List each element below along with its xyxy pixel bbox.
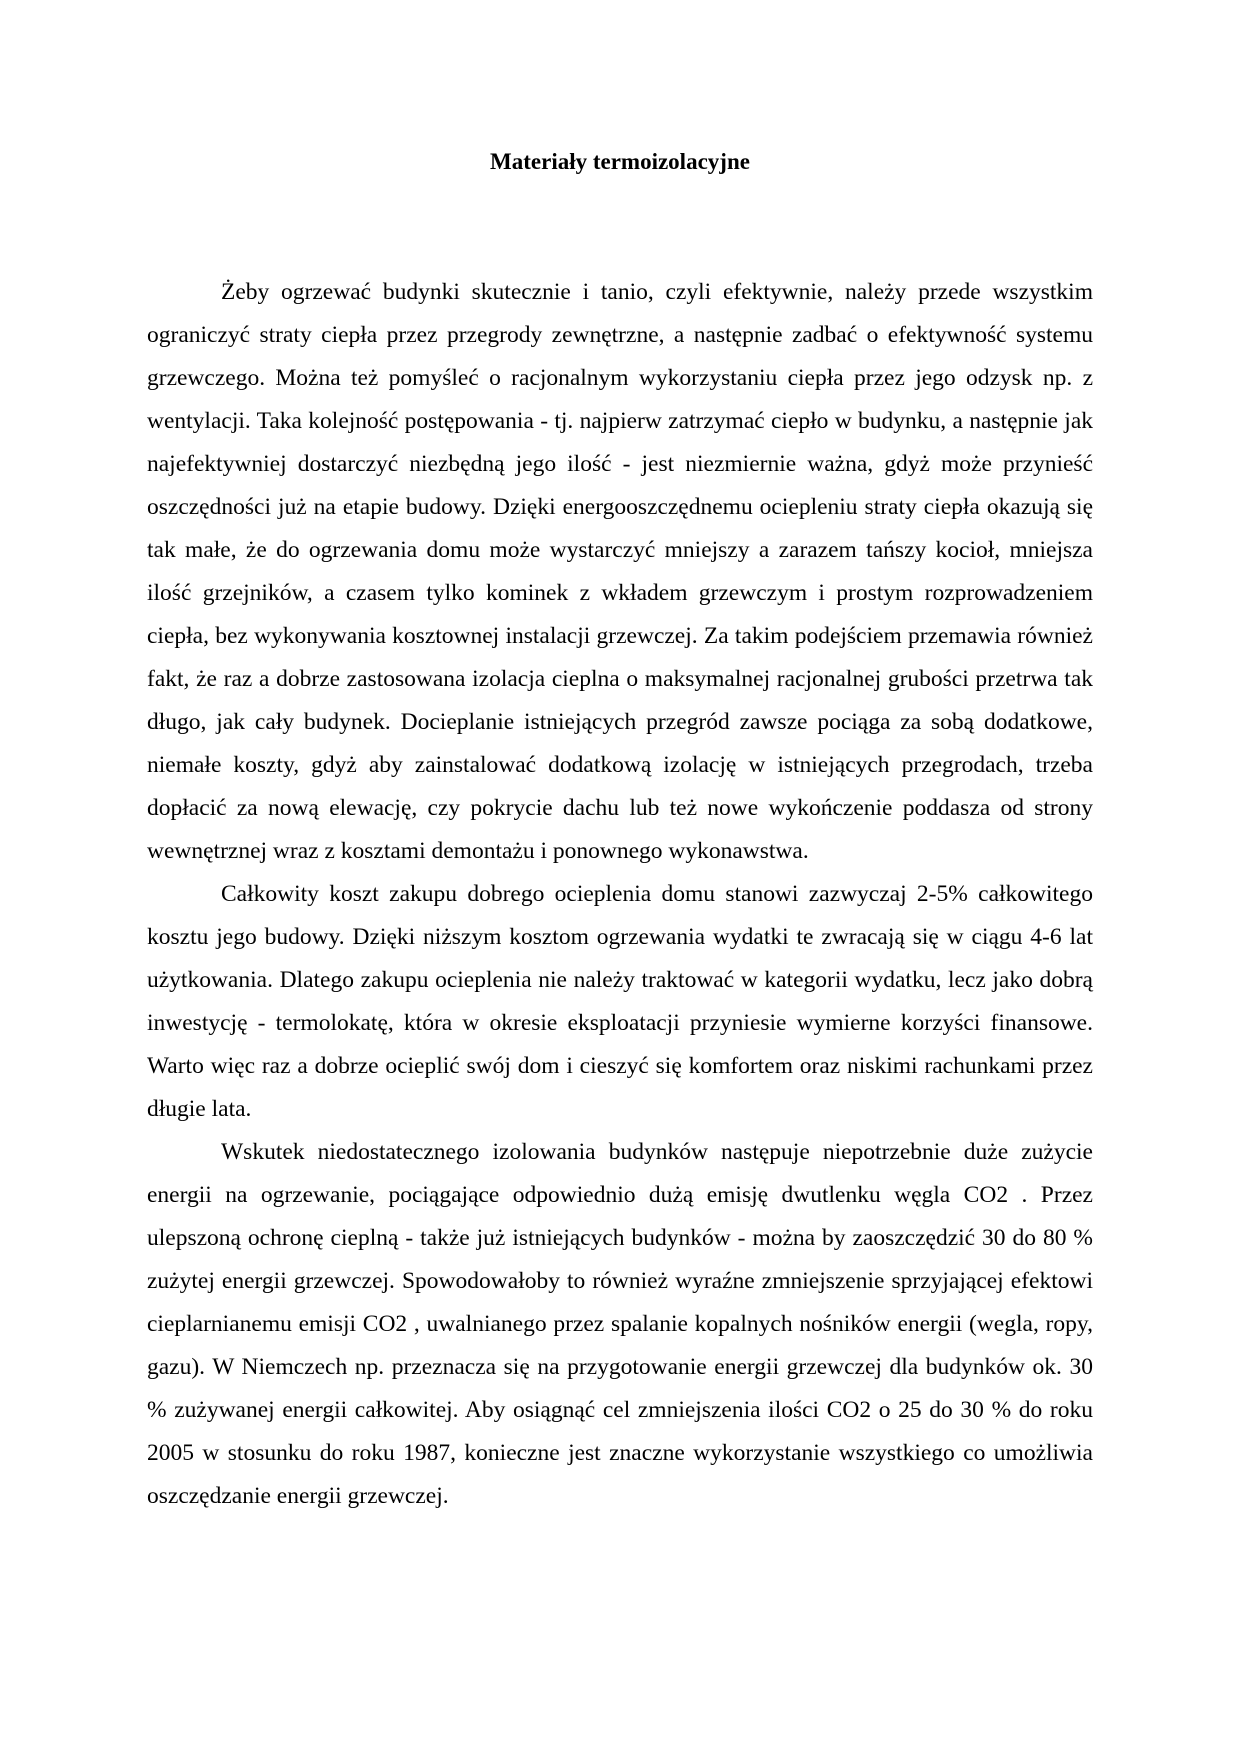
paragraph-1: Żeby ogrzewać budynki skutecznie i tanio, czyli efektywnie, należy przede wszystkim ograniczyć straty ciepła przez przegrody zewnętrzne, a następnie zadbać o efektywność systemu grzewczego. Można też pomyśleć o racjonalnym wykorzystaniu ciepła przez jego odzysk np. z wentylacji. Taka kolejność postępowania - tj. najpierw zatrzymać ciepło w budynku, a następnie jak najefektywniej dostarczyć niezbędną jego ilość - jest niezmiernie ważna, gdyż może przynieść oszczędności już na etapie budowy. Dzięki energooszczędnemu ociepleniu straty ciepła okazują się tak małe, że do ogrzewania domu może wystarczyć mniejszy a zarazem tańszy kocioł, mniejsza ilość grzejników, a czasem tylko kominek z wkładem grzewczym i prostym rozprowadzeniem ciepła, bez wykonywania kosztownej instalacji grzewczej. Za takim podejściem przemawia również fakt, że raz a dobrze zastosowana izolacja cieplna o maksymalnej racjonalnej grubości przetrwa tak długo, jak cały budynek. Docieplanie istniejących przegród zawsze pociąga za sobą dodatkowe, niemałe koszty, gdyż aby zainstalować dodatkową izolację w istniejących przegrodach, trzeba dopłacić za nową elewację, czy pokrycie dachu lub też nowe wykończenie poddasza od strony wewnętrznej wraz z kosztami demontażu i ponownego wykonawstwa. (147, 279, 1093, 864)
paragraph-2: Całkowity koszt zakupu dobrego ocieplenia domu stanowi zazwyczaj 2-5% całkowitego kosztu jego budowy. Dzięki niższym kosztom ogrzewania wydatki te zwracają się w ciągu 4-6 lat użytkowania. Dlatego zakupu ocieplenia nie należy traktować w kategorii wydatku, lecz jako dobrą inwestycję - termolokatę, która w okresie eksploatacji przyniesie wymierne korzyści finansowe. Warto więc raz a dobrze ocieplić swój dom i cieszyć się komfortem oraz niskimi rachunkami przez długie lata. (147, 881, 1093, 1122)
paragraph-3: Wskutek niedostatecznego izolowania budynków następuje niepotrzebnie duże zużycie energii na ogrzewanie, pociągające odpowiednio dużą emisję dwutlenku węgla CO2 . Przez ulepszoną ochronę cieplną - także już istniejących budynków - można by zaoszczędzić 30 do 80 % zużytej energii grzewczej. Spowodowałoby to również wyraźne zmniejszenie sprzyjającej efektowi cieplarnianemu emisji CO2 , uwalnianego przez spalanie kopalnych nośników energii (wegla, ropy, gazu). W Niemczech np. przeznacza się na przygotowanie energii grzewczej dla budynków ok. 30 % zużywanej energii całkowitej. Aby osiągnąć cel zmniejszenia ilości CO2 o 25 do 30 % do roku 2005 w stosunku do roku 1987, konieczne jest znaczne wykorzystanie wszystkiego co umożliwia oszczędzanie energii grzewczej. (147, 1139, 1093, 1509)
document-body (147, 271, 1093, 1518)
document-title: Materiały termoizolacyjne (490, 149, 750, 174)
